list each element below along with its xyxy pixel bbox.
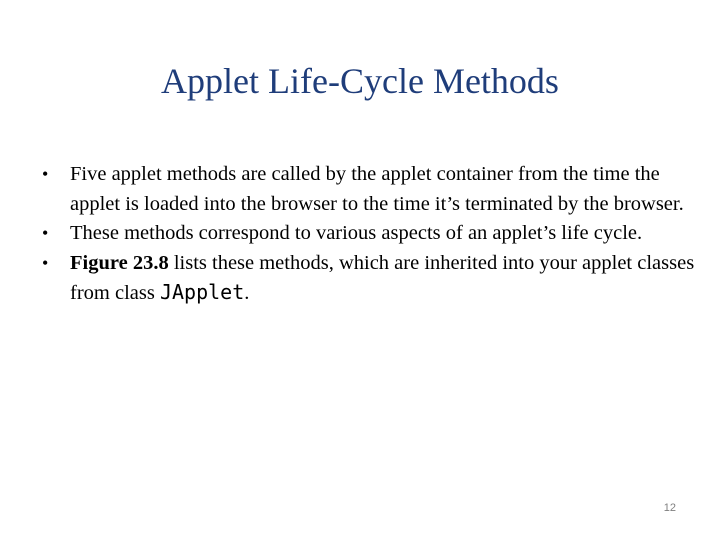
bullet-item xyxy=(40,219,700,249)
page-number: 12 xyxy=(663,502,676,514)
bullet-text: These methods correspond to various aspects of an applet’s life cycle. xyxy=(70,222,643,244)
bullet-text: Five applet methods are called by the applet container from the time the applet is loaded into the browser to the time it’s terminated by the browser. xyxy=(70,163,684,215)
bullet-text: lists these methods, which are inherited into your applet classes from class xyxy=(70,251,695,304)
bullet-list xyxy=(40,160,700,309)
slide-title: Applet Life-Cycle Methods xyxy=(161,61,559,101)
bullet-dot-icon: • xyxy=(42,164,49,184)
bullet-item xyxy=(40,249,700,309)
bullet-dot-icon: • xyxy=(42,252,49,273)
class-name-code: JApplet xyxy=(159,280,245,304)
figure-reference: Figure 23.8 xyxy=(70,251,169,274)
bullet-dot-icon: • xyxy=(42,223,49,243)
bullet-item xyxy=(40,160,700,219)
bullet-text-end: . xyxy=(244,282,250,304)
